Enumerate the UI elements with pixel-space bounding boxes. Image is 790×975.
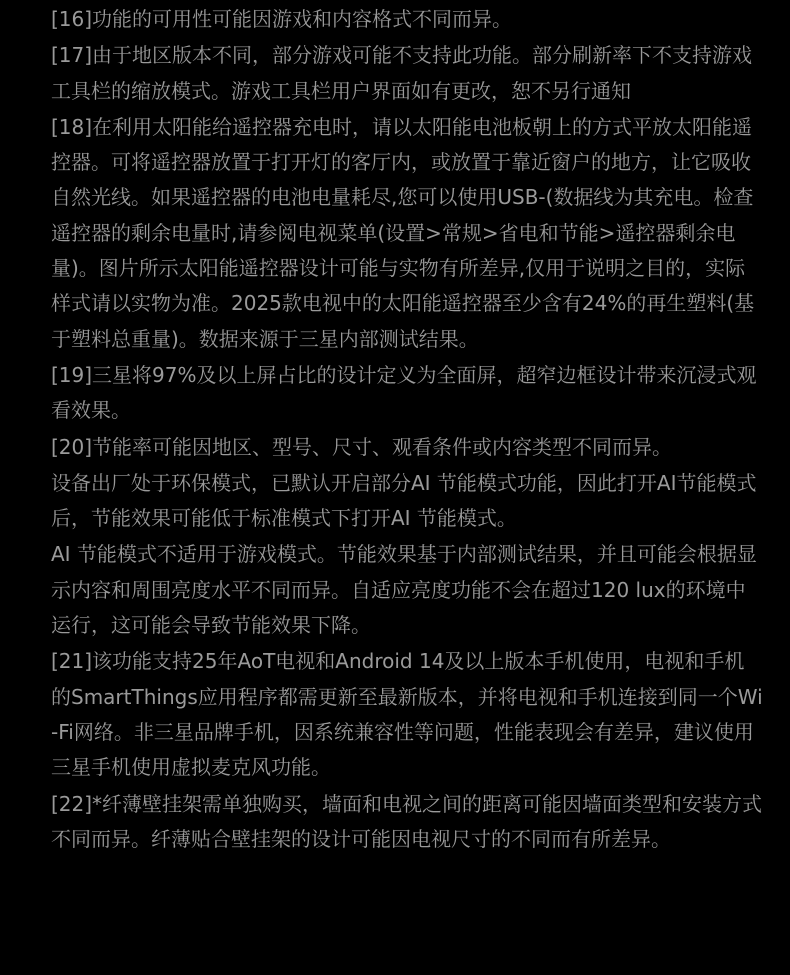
footnote-19: [19]三星将97%及以上屏占比的设计定义为全面屏，超窄边框设计带来沉浸式观看效果。 — [51, 362, 757, 423]
footnotes-list — [51, 2, 763, 858]
footnote-18: [18]在利用太阳能给遥控器充电时，请以太阳能电池板朝上的方式平放太阳能遥控器。可将遥控器放置于打开灯的客厅内，或放置于靠近窗户的地方，让它吸收自然光线。如果遥控器的电池电量耗尽,您可以使用USB-(数据线为其充电。检查遥控器的剩余电量时,请参阅电视菜单(设置>常规>省电和节能>遥控器剩余电量)。图片所示太阳能遥控器设计可能与实物有所差异,仅用于说明之目的，实际样式请以实物为准。2025款电视中的太阳能遥控器至少含有24%的再生塑料(基于塑料总重量)。数据来源于三星内部测试结果。 — [51, 114, 755, 351]
footnote-17: [17]由于地区版本不同，部分游戏可能不支持此功能。部分刷新率下不支持游戏工具栏的缩放模式。游戏工具栏用户界面如有更改，恕不另行通知 — [51, 43, 753, 103]
footnote-20-game-mode: AI 节能模式不适用于游戏模式。节能效果基于内部测试结果，并且可能会根据显示内容和周围亮度水平不同而异。自适应亮度功能不会在超过120 lux的环境中运行，这可能会导致节能效果下降。 — [51, 542, 757, 638]
footnote-20-eco-mode: 设备出厂处于环保模式，已默认开启部分AI 节能模式功能，因此打开AI节能模式后，节能效果可能低于标准模式下打开AI 节能模式。 — [51, 470, 757, 531]
footnote-16: [16]功能的可用性可能因游戏和内容格式不同而异。 — [51, 7, 513, 31]
footnote-22: [22]*纤薄壁挂架需单独购买，墙面和电视之间的距离可能因墙面类型和安装方式不同而异。纤薄贴合壁挂架的设计可能因电视尺寸的不同而有所差异。 — [51, 791, 763, 851]
footnote-20: [20]节能率可能因地区、型号、尺寸、观看条件或内容类型不同而异。 — [51, 434, 673, 459]
footnote-21: [21]该功能支持25年AoT电视和Android 14及以上版本手机使用，电视和手机的SmartThings应用程序都需更新至最新版本，并将电视和手机连接到同一个Wi-Fi网络。非三星品牌手机，因系统兼容性等问题，性能表现会有差异，建议使用三星手机使用虚拟麦克风功能。 — [51, 649, 763, 780]
